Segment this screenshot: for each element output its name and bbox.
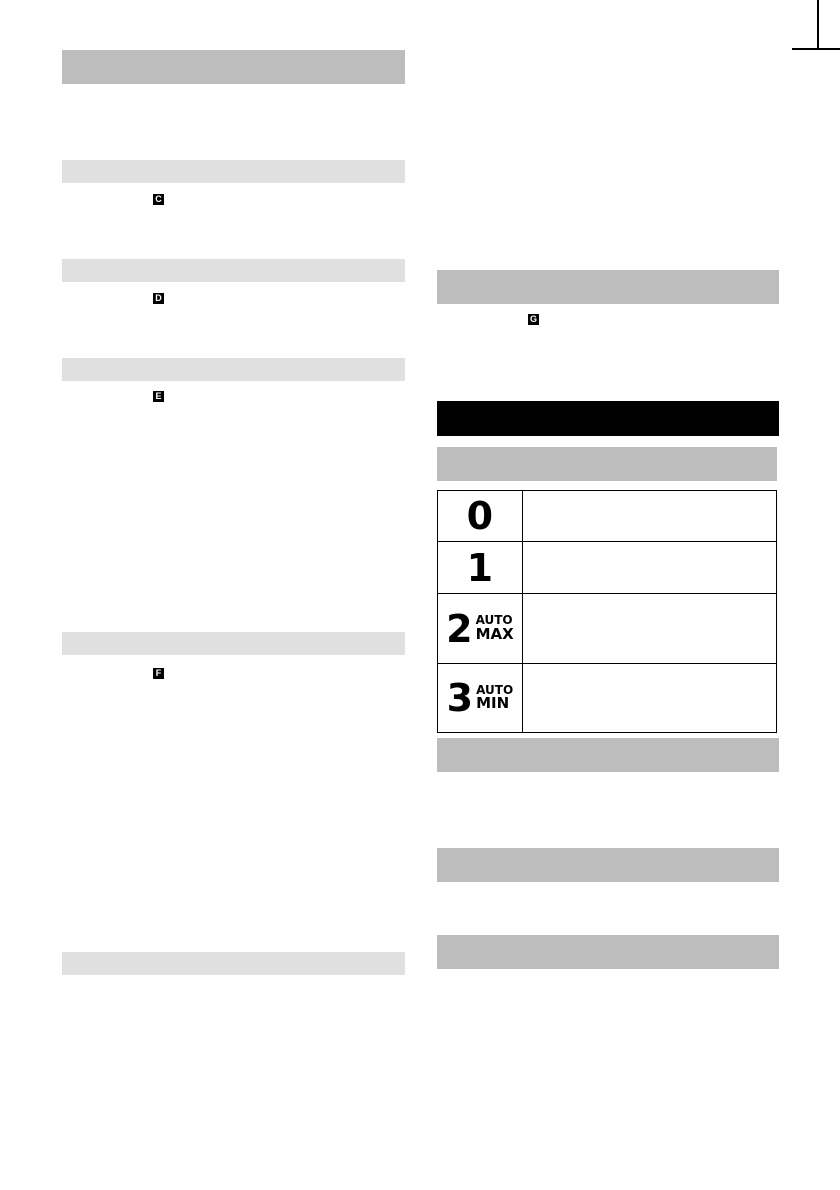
heading-bar	[437, 848, 779, 882]
figure-ref-e: E	[153, 391, 164, 402]
figure-ref-f: F	[153, 668, 164, 679]
heading-bar	[437, 447, 777, 481]
figure-ref-g: G	[529, 314, 537, 324]
mode-symbol-cell	[438, 594, 523, 664]
mode-description-cell	[522, 664, 776, 733]
table-row	[438, 664, 777, 733]
mode-symbol-cell	[438, 664, 523, 733]
table-row	[438, 491, 777, 542]
auto-label: AUTO	[475, 613, 513, 628]
mode-description-cell	[522, 542, 776, 594]
mode-number: 1	[466, 545, 494, 590]
mode-number: 2	[446, 606, 473, 651]
auto-label: AUTO	[476, 682, 514, 697]
subheading-bar	[62, 952, 405, 975]
subheading-bar	[62, 259, 405, 282]
level-label: MAX	[475, 624, 514, 643]
table-row	[438, 542, 777, 594]
mode-number: 0	[466, 494, 494, 538]
table-row	[438, 594, 777, 664]
mode-description-cell	[522, 594, 776, 664]
mode-symbol-cell	[438, 542, 523, 594]
subheading-bar	[62, 160, 405, 183]
figure-ref-c: C	[153, 194, 164, 205]
level-label: MIN	[476, 694, 510, 713]
mode-table	[437, 490, 777, 733]
section-bar	[437, 401, 779, 436]
subheading-bar	[62, 358, 405, 381]
mode-symbol-cell	[438, 491, 523, 542]
heading-bar	[437, 935, 779, 969]
crop-mark-vertical	[817, 0, 819, 48]
heading-bar	[437, 270, 779, 304]
heading-bar	[437, 738, 779, 772]
figure-ref-d: D	[153, 293, 164, 304]
heading-bar	[62, 50, 405, 84]
mode-number: 3	[446, 676, 474, 720]
crop-mark-horizontal	[792, 48, 840, 50]
mode-description-cell	[522, 491, 776, 542]
subheading-bar	[62, 632, 405, 655]
